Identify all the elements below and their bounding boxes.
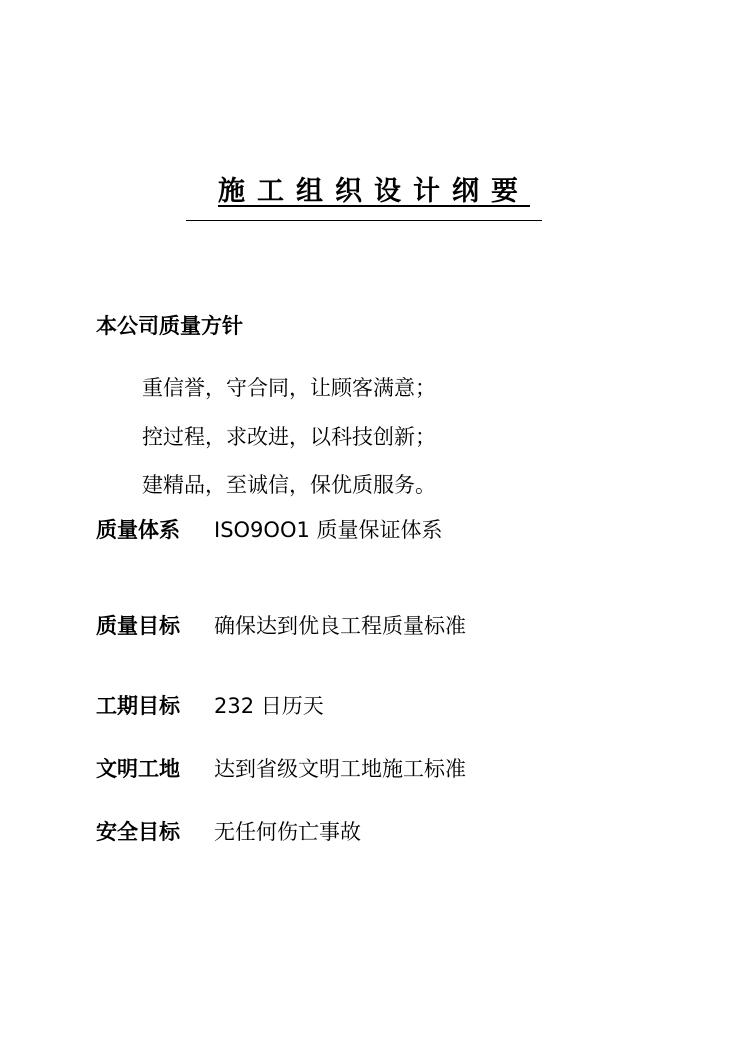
civilized-site-label: 文明工地 (96, 757, 180, 781)
safety-target-label: 安全目标 (96, 820, 180, 844)
title-underline-rule (186, 220, 542, 221)
quality-policy-line-2: 控过程，求改进，以科技创新； (142, 425, 436, 449)
safety-target-row (96, 816, 361, 848)
quality-target-row (96, 610, 466, 642)
quality-system-row (96, 514, 443, 546)
quality-system-label: 质量体系 (96, 518, 180, 542)
quality-policy-line-3: 建精品，至诚信，保优质服务。 (142, 473, 436, 497)
civilized-site-value: 达到省级文明工地施工标准 (214, 757, 466, 781)
schedule-target-value: 232 日历天 (214, 694, 324, 718)
document-title-block (186, 172, 542, 212)
document-title: 施工组织设计纲要 (218, 176, 530, 207)
schedule-target-label: 工期目标 (96, 694, 180, 718)
quality-policy-heading: 本公司质量方针 (96, 314, 243, 338)
quality-target-label: 质量目标 (96, 614, 180, 638)
civilized-site-row (96, 753, 466, 785)
quality-policy-line-1: 重信誉，守合同，让顾客满意； (142, 376, 436, 400)
quality-system-value: ISO9OO1 质量保证体系 (214, 518, 443, 542)
quality-target-value: 确保达到优良工程质量标准 (214, 614, 466, 638)
schedule-target-row (96, 690, 324, 722)
safety-target-value: 无任何伤亡事故 (214, 820, 361, 844)
